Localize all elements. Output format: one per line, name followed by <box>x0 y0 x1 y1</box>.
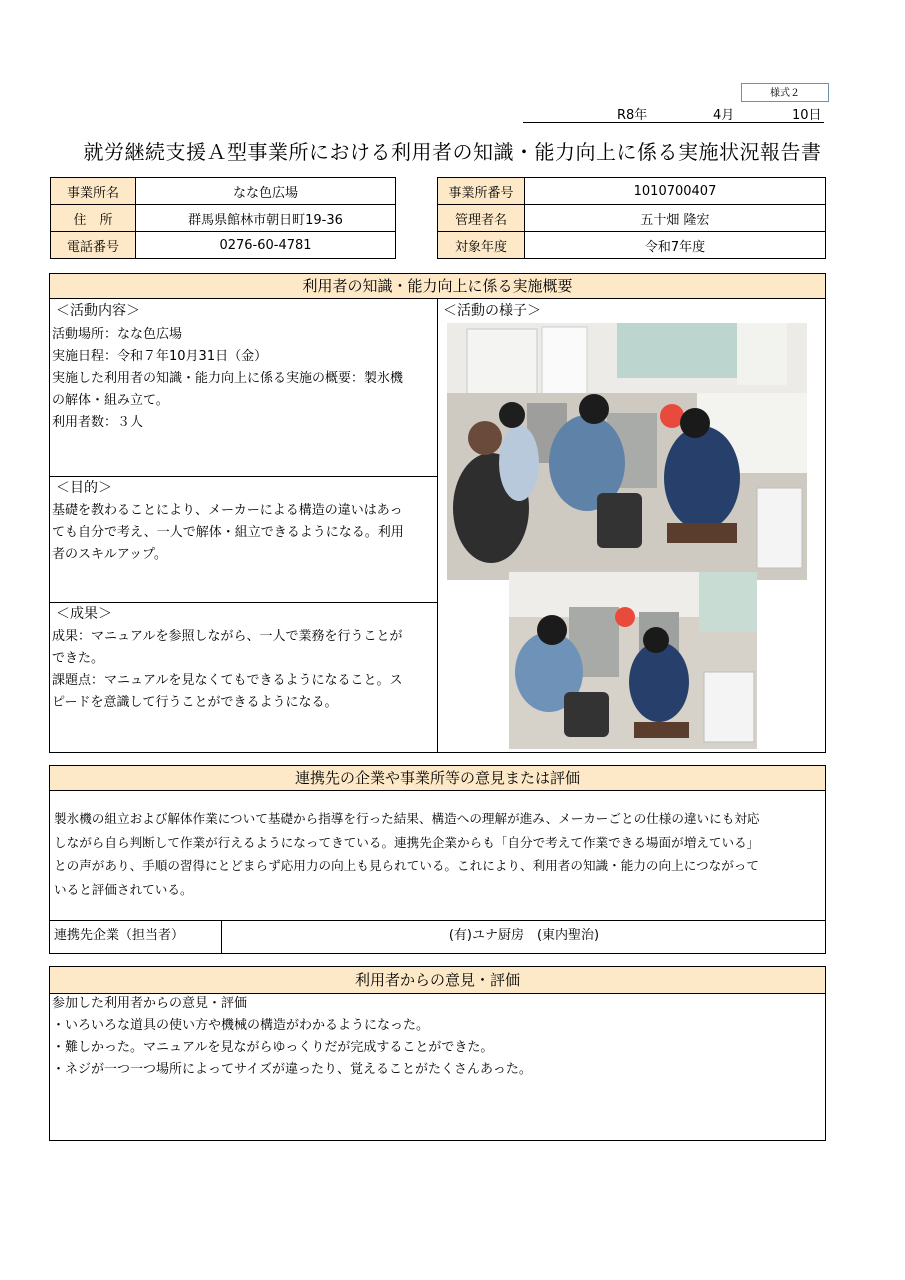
info-value: 1010700407 <box>525 178 826 205</box>
date-month: 4月 <box>713 108 735 123</box>
user-opinion-line: ・いろいろな道具の使い方や機械の構造がわかるようになった。 <box>52 1018 430 1033</box>
partner-line: との声があり、手順の習得にとどまらず応用力の向上も見られている。これにより、利用者の知識・能力の向上につながって <box>54 858 759 873</box>
activity-heading: ＜活動内容＞ <box>56 303 140 319</box>
info-value: なな色広場 <box>136 178 396 205</box>
activity-body <box>52 324 436 434</box>
partner-heading: 連携先の企業や事業所等の意見または評価 <box>49 765 826 791</box>
activity-photo-2 <box>509 572 757 749</box>
user-opinion-body <box>52 993 822 1081</box>
partner-line: 製氷機の組立および解体作業について基礎から指導を行った結果、構造への理解が進み、メーカーごとの仕様の違いにも対応 <box>54 811 760 826</box>
partner-company-divider <box>49 920 826 921</box>
info-label: 住 所 <box>51 205 136 232</box>
user-opinion-heading: 利用者からの意見・評価 <box>49 966 826 994</box>
activity-photo-2-image <box>509 572 757 749</box>
activity-line: 実施した利用者の知識・能力向上に係る実施の概要：製氷機 <box>52 371 404 386</box>
info-value: 令和7年度 <box>525 232 826 259</box>
summary-divider <box>437 298 438 753</box>
user-opinion-line: ・ネジが一つ一つ場所によってサイズが違ったり、覚えることがたくさんあった。 <box>52 1062 532 1077</box>
info-value: 0276-60-4781 <box>136 232 396 259</box>
info-value: 群馬県館林市朝日町19-36 <box>136 205 396 232</box>
info-value: 五十畑 隆宏 <box>525 205 826 232</box>
activity-line: 活動場所：なな色広場 <box>52 327 183 342</box>
user-opinion-line: ・難しかった。マニュアルを見ながらゆっくりだが完成することができた。 <box>52 1040 494 1055</box>
date-day: 10日 <box>792 108 822 123</box>
form-number: 様式２ <box>741 83 829 102</box>
info-row <box>51 205 396 232</box>
date-year: R8年 <box>617 108 648 123</box>
activity-photo-1 <box>447 323 807 580</box>
results-line: 成果：マニュアルを参照しながら、一人で業務を行うことが <box>52 629 403 644</box>
partner-body <box>54 807 824 901</box>
office-info-table <box>50 177 396 259</box>
purpose-body <box>52 500 436 566</box>
info-label: 事業所番号 <box>438 178 525 205</box>
info-label: 電話番号 <box>51 232 136 259</box>
photo-heading: ＜活動の様子＞ <box>443 303 541 319</box>
info-label: 管理者名 <box>438 205 525 232</box>
summary-heading: 利用者の知識・能力向上に係る実施概要 <box>49 273 826 299</box>
results-heading: ＜成果＞ <box>56 606 112 622</box>
results-line: 課題点：マニュアルを見なくてもできるようになること。ス <box>52 673 403 688</box>
info-label: 事業所名 <box>51 178 136 205</box>
info-row <box>438 178 826 205</box>
purpose-line: 基礎を教わることにより、メーカーによる構造の違いはあっ <box>52 503 403 518</box>
page-title: 就労継続支援Ａ型事業所における利用者の知識・能力向上に係る実施状況報告書 <box>83 140 822 164</box>
activity-line: 利用者数：３人 <box>52 415 144 430</box>
info-row <box>51 232 396 259</box>
partner-line: しながら自ら判断して作業が行えるようになってきている。連携先企業からも「自分で考えて作業できる場面が増えている」 <box>54 834 760 850</box>
purpose-line: 者のスキルアップ。 <box>52 547 167 562</box>
partner-line: いると評価されている。 <box>54 881 193 897</box>
results-line: ピードを意識して行うことができるようになる。 <box>52 695 338 710</box>
info-row <box>51 178 396 205</box>
activity-line: 実施日程：令和７年10月31日（金） <box>52 349 268 364</box>
partner-company-value: (有)ユナ厨房 (東内聖治) <box>448 928 600 943</box>
user-opinion-line: 参加した利用者からの意見・評価 <box>52 996 248 1011</box>
partner-company-label: 連携先企業（担当者） <box>54 928 185 943</box>
activity-line: の解体・組み立て。 <box>52 393 169 408</box>
activity-photo-1-image <box>447 323 807 580</box>
info-row <box>438 232 826 259</box>
purpose-line: ても自分で考え、一人で解体・組立できるようになる。利用 <box>52 525 404 540</box>
manager-info-table <box>437 177 826 259</box>
results-body <box>52 626 436 714</box>
purpose-heading: ＜目的＞ <box>56 480 112 496</box>
info-row <box>438 205 826 232</box>
results-line: できた。 <box>52 651 105 666</box>
info-label: 対象年度 <box>438 232 525 259</box>
date-underline <box>523 122 824 123</box>
